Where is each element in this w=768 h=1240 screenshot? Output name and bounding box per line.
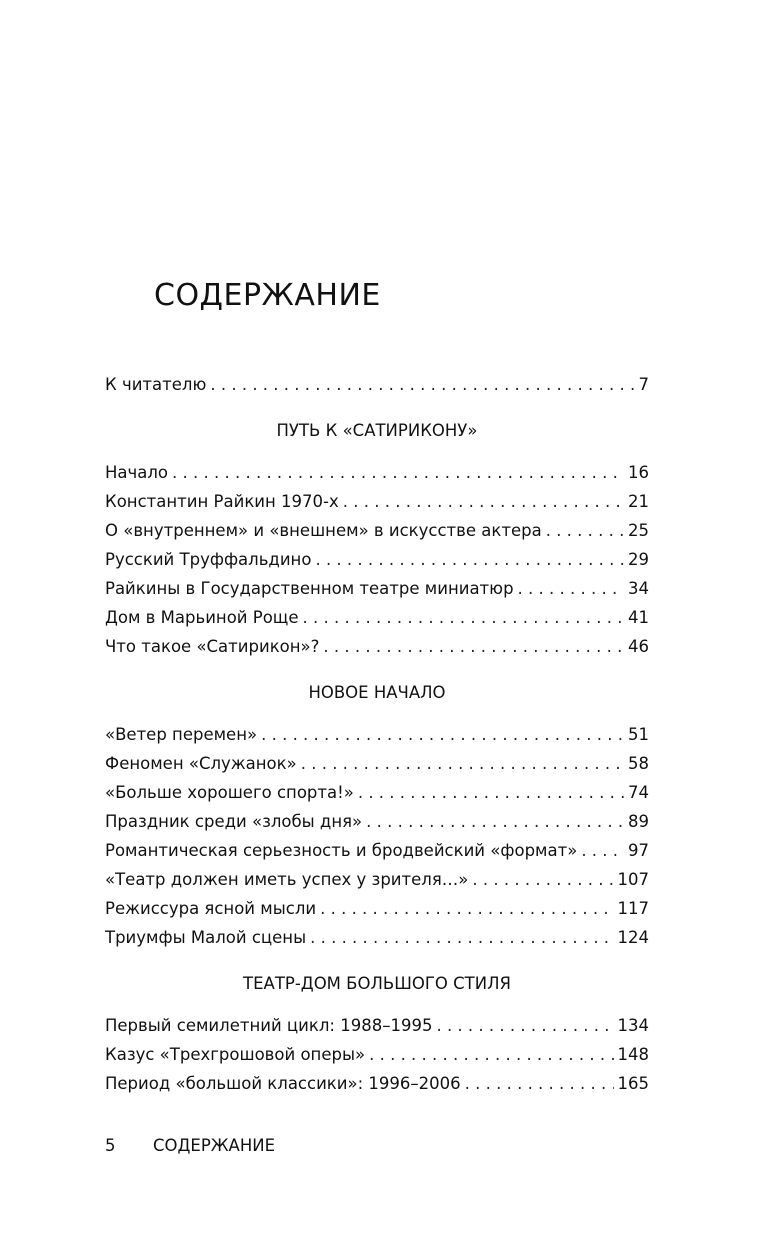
toc-entry xyxy=(105,896,649,922)
dot-leader xyxy=(343,489,624,515)
dot-leader xyxy=(303,605,624,631)
toc-entry xyxy=(105,751,649,777)
toc-entry xyxy=(105,1042,649,1068)
toc-entry-page: 117 xyxy=(617,899,649,918)
toc-entry-page: 51 xyxy=(628,725,649,744)
dot-leader xyxy=(172,460,624,486)
toc-entry-label: Константин Райкин 1970-х xyxy=(105,492,339,511)
toc-entry-page: 41 xyxy=(628,608,649,627)
dot-leader xyxy=(310,925,613,951)
toc-entry-page: 46 xyxy=(628,637,649,656)
toc-entry xyxy=(105,489,649,515)
dot-leader xyxy=(210,372,634,398)
toc-entry-page: 29 xyxy=(628,550,649,569)
toc-entry xyxy=(105,547,649,573)
dot-leader xyxy=(261,722,624,748)
toc-entry-label: Казус «Трехгрошовой оперы» xyxy=(105,1045,366,1064)
toc-entry-label: Первый семилетний цикл: 1988–1995 xyxy=(105,1016,433,1035)
toc-entry xyxy=(105,518,649,544)
section-heading: ТЕАТР-ДОМ БОЛЬШОГО СТИЛЯ xyxy=(243,974,511,993)
toc-title: СОДЕРЖАНИЕ xyxy=(154,278,381,313)
dot-leader xyxy=(436,1013,613,1039)
toc-entry-label: О «внутреннем» и «внешнем» в искусстве актера xyxy=(105,521,542,540)
toc-entry-page: 124 xyxy=(617,928,649,947)
dot-leader xyxy=(358,780,624,806)
toc-entry-page: 74 xyxy=(628,783,649,802)
dot-leader xyxy=(369,1042,613,1068)
toc-entry-page: 25 xyxy=(628,521,649,540)
toc-entry-page: 21 xyxy=(628,492,649,511)
toc-entry-label: «Ветер перемен» xyxy=(105,725,258,744)
toc-entry-label: Период «большой классики»: 1996–2006 xyxy=(105,1074,461,1093)
toc-entry xyxy=(105,867,649,893)
toc-entry xyxy=(105,1013,649,1039)
section-heading: ПУТЬ К «САТИРИКОНУ» xyxy=(276,421,478,440)
toc-entry xyxy=(105,809,649,835)
toc-entry-page: 134 xyxy=(617,1016,649,1035)
toc-entry-label: Начало xyxy=(105,463,169,482)
page-footer xyxy=(105,1133,275,1159)
dot-leader xyxy=(581,838,624,864)
toc-entry-intro xyxy=(105,372,649,398)
toc-entry xyxy=(105,1071,649,1097)
toc-entry-page: 97 xyxy=(628,841,649,860)
dot-leader xyxy=(518,576,624,602)
toc-entry-label: Праздник среди «злобы дня» xyxy=(105,812,363,831)
toc-entry-label: Феномен «Служанок» xyxy=(105,754,297,773)
toc-entry-label: Дом в Марьиной Роще xyxy=(105,608,299,627)
toc-entry-label: «Больше хорошего спорта!» xyxy=(105,783,354,802)
toc-entry-page: 148 xyxy=(617,1045,649,1064)
section-heading: НОВОЕ НАЧАЛО xyxy=(308,683,446,702)
toc-entry-page: 7 xyxy=(638,375,649,394)
toc-entry-page: 165 xyxy=(617,1074,649,1093)
toc-entry-label: Русский Труффальдино xyxy=(105,550,312,569)
dot-leader xyxy=(366,809,624,835)
dot-leader xyxy=(315,547,624,573)
dot-leader xyxy=(465,1071,614,1097)
toc-entry-page: 16 xyxy=(628,463,649,482)
running-title: СОДЕРЖАНИЕ xyxy=(153,1136,276,1155)
toc-entry-label: Режиссура ясной мысли xyxy=(105,899,317,918)
toc-entry-label: «Театр должен иметь успех у зрителя…» xyxy=(105,870,469,889)
toc-entry xyxy=(105,576,649,602)
dot-leader xyxy=(323,634,624,660)
toc-entry xyxy=(105,634,649,660)
toc-entry xyxy=(105,722,649,748)
toc-entry-page: 58 xyxy=(628,754,649,773)
dot-leader xyxy=(546,518,624,544)
toc-entry-label: Райкины в Государственном театре миниатюр xyxy=(105,579,514,598)
toc-entry xyxy=(105,460,649,486)
toc-entry-label: Что такое «Сатирикон»? xyxy=(105,637,320,656)
toc-entry xyxy=(105,838,649,864)
toc-entry-label: Романтическая серьезность и бродвейский «формат» xyxy=(105,841,578,860)
page-number: 5 xyxy=(105,1136,116,1155)
toc-entry-label: Триумфы Малой сцены xyxy=(105,928,307,947)
toc-entry xyxy=(105,605,649,631)
toc-entry-page: 107 xyxy=(617,870,649,889)
toc-entry xyxy=(105,780,649,806)
toc-entry xyxy=(105,925,649,951)
toc-entry-label: К читателю xyxy=(105,375,207,394)
toc-entry-page: 34 xyxy=(628,579,649,598)
toc-entry-page: 89 xyxy=(628,812,649,831)
dot-leader xyxy=(301,751,624,777)
dot-leader xyxy=(320,896,613,922)
dot-leader xyxy=(472,867,613,893)
